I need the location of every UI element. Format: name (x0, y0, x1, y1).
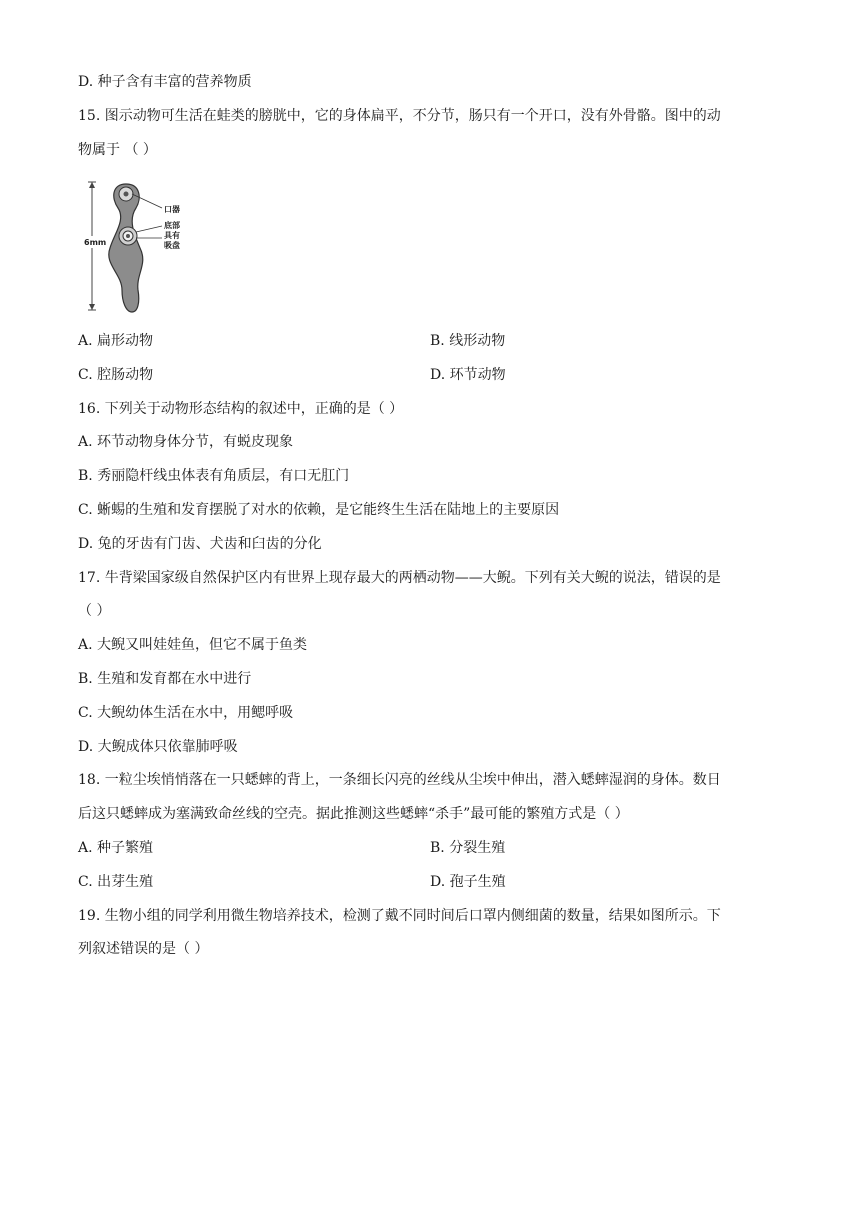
q17-option-a: A. 大鲵又叫娃娃鱼，但它不属于鱼类 (78, 637, 308, 653)
q18-option-c: C. 出芽生殖 (78, 874, 154, 890)
flatworm-diagram (78, 178, 198, 316)
q18-option-a: A. 种子繁殖 (78, 840, 154, 856)
sucker-label-1: 底部 (164, 221, 180, 230)
q17-option-b: B. 生殖和发育都在水中进行 (78, 671, 252, 687)
q16-option-a: A. 环节动物身体分节，有蜕皮现象 (78, 434, 294, 450)
q19-stem-line-2: 列叙述错误的是（ ） (78, 941, 209, 957)
q15-stem-line-1: 15. 图示动物可生活在蛙类的膀胱中，它的身体扁平，不分节，肠只有一个开口，没有外骨骼。图中的动 (78, 108, 721, 124)
q17-stem-line-2: （ ） (78, 603, 111, 619)
q18-option-b: B. 分裂生殖 (430, 840, 506, 856)
q15-option-a: A. 扁形动物 (78, 333, 154, 349)
q16-stem: 16. 下列关于动物形态结构的叙述中，正确的是（ ） (78, 401, 404, 417)
q15-option-d: D. 环节动物 (430, 367, 506, 383)
q14-option-d: D. 种子含有丰富的营养物质 (78, 74, 252, 90)
q19-stem-line-1: 19. 生物小组的同学利用微生物培养技术，检测了戴不同时间后口罩内侧细菌的数量，结果如图所示。下 (78, 908, 721, 924)
sucker-label-2: 具有 (164, 231, 180, 240)
sucker-label-3: 吸盘 (164, 241, 180, 250)
q15-stem-line-2: 物属于 （ ） (78, 142, 157, 158)
q17-option-c: C. 大鲵幼体生活在水中，用鳃呼吸 (78, 705, 294, 721)
q18-stem-line-1: 18. 一粒尘埃悄悄落在一只蟋蟀的背上，一条细长闪亮的丝线从尘埃中伸出，潜入蟋蟀湿润的身体。数日 (78, 772, 721, 788)
q16-option-d: D. 兔的牙齿有门齿、犬齿和臼齿的分化 (78, 536, 322, 552)
q18-option-d: D. 孢子生殖 (430, 874, 506, 890)
q17-option-d: D. 大鲵成体只依靠肺呼吸 (78, 739, 238, 755)
q18-stem-line-2: 后这只蟋蟀成为塞满致命丝线的空壳。据此推测这些蟋蟀“杀手”最可能的繁殖方式是（ ） (78, 806, 629, 822)
q16-option-b: B. 秀丽隐杆线虫体表有角质层，有口无肛门 (78, 468, 350, 484)
q17-stem-line-1: 17. 牛背梁国家级自然保护区内有世界上现存最大的两栖动物——大鲵。下列有关大鲵的说法，错误的是 (78, 570, 721, 586)
scale-length-label: 6mm (84, 238, 107, 247)
q16-option-c: C. 蜥蜴的生殖和发育摆脱了对水的依赖，是它能终生生活在陆地上的主要原因 (78, 502, 560, 518)
mouth-label: 口器 (164, 205, 180, 214)
q15-option-c: C. 腔肠动物 (78, 367, 154, 383)
q15-option-b: B. 线形动物 (430, 333, 506, 349)
q15-figure (78, 178, 198, 316)
